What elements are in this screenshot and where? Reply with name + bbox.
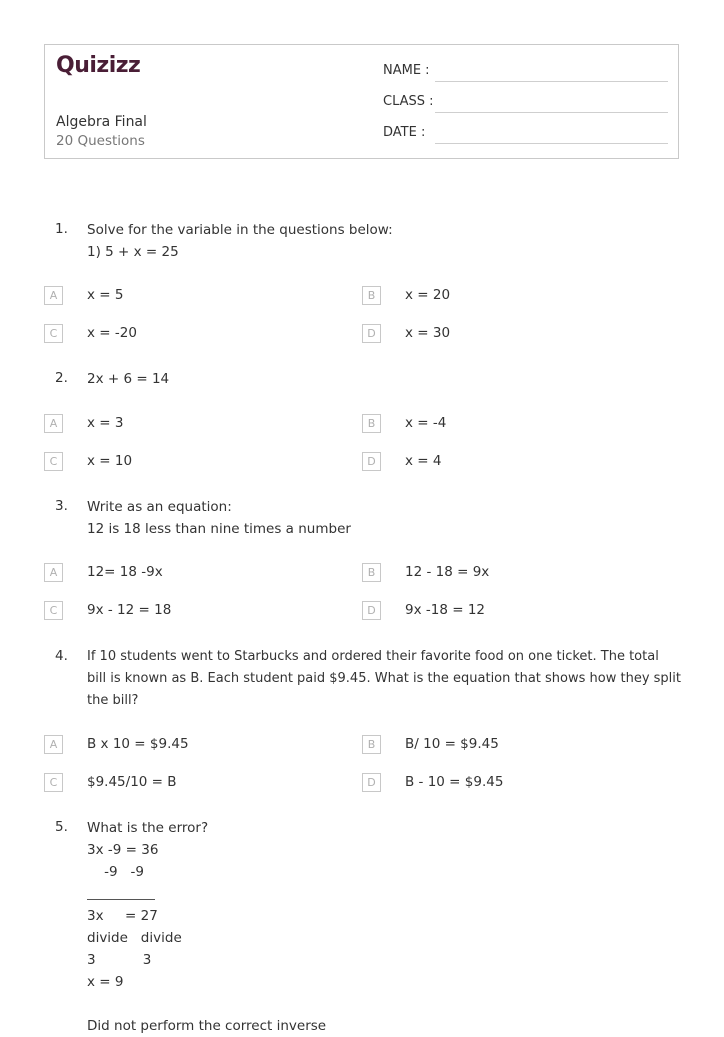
option-c-text: 9x - 12 = 18	[87, 602, 172, 618]
quizizz-logo: Quizizz	[56, 53, 141, 78]
option-d-text: x = 4	[405, 453, 442, 469]
option-d-text: x = 30	[405, 325, 451, 341]
option-a-text: x = 3	[87, 415, 124, 431]
question-text	[87, 496, 687, 540]
question-line: What is the error?	[87, 820, 209, 836]
option-c-box[interactable]: C	[44, 324, 63, 343]
option-b-box[interactable]: B	[362, 414, 381, 433]
option-b-box[interactable]: B	[362, 735, 381, 754]
option-d-box[interactable]: D	[362, 773, 381, 792]
question-line: 3x = 27	[87, 908, 158, 924]
worksheet-header	[44, 44, 679, 159]
option-c-box[interactable]: C	[44, 773, 63, 792]
question-line: Solve for the variable in the questions below:	[87, 222, 393, 238]
option-b-box[interactable]: B	[362, 286, 381, 305]
question-number: 4.	[55, 648, 68, 664]
class-line[interactable]	[435, 112, 668, 113]
question-text	[87, 817, 687, 1037]
option-b-text: B/ 10 = $9.45	[405, 736, 499, 752]
name-line[interactable]	[435, 81, 668, 82]
option-a-text: 12= 18 -9x	[87, 564, 163, 580]
question-line: 2x + 6 = 14	[87, 371, 170, 387]
option-b-text: x = -4	[405, 415, 447, 431]
option-c-text: x = -20	[87, 325, 137, 341]
question-line: Did not perform the correct inverse	[87, 1018, 327, 1034]
option-c-text: x = 10	[87, 453, 133, 469]
question-line	[87, 883, 687, 905]
question-line: 12 is 18 less than nine times a number	[87, 521, 351, 537]
option-a-box[interactable]: A	[44, 286, 63, 305]
option-d-box[interactable]: D	[362, 452, 381, 471]
option-a-text: x = 5	[87, 287, 124, 303]
question-text	[87, 368, 687, 390]
question-line: -9 -9	[87, 864, 144, 880]
question-line: 3 3	[87, 952, 152, 968]
question-line: 1) 5 + x = 25	[87, 244, 179, 260]
option-a-box[interactable]: A	[44, 414, 63, 433]
question-number: 1.	[55, 221, 68, 237]
question-line: x = 9	[87, 974, 124, 990]
option-c-text: $9.45/10 = B	[87, 774, 177, 790]
question-line: divide divide	[87, 930, 182, 946]
question-number: 5.	[55, 819, 68, 835]
option-d-box[interactable]: D	[362, 601, 381, 620]
date-line[interactable]	[435, 143, 668, 144]
option-c-box[interactable]: C	[44, 601, 63, 620]
question-line: 3x -9 = 36	[87, 842, 159, 858]
option-d-box[interactable]: D	[362, 324, 381, 343]
question-count: 20 Questions	[56, 133, 145, 149]
question-line: If 10 students went to Starbucks and ordered their favorite food on one ticket. The total bill is known as B. Each student paid $9.45. What is the equation that shows how they split the bill?	[87, 649, 682, 708]
option-b-box[interactable]: B	[362, 563, 381, 582]
question-number: 2.	[55, 370, 68, 386]
question-line	[87, 993, 687, 1015]
worksheet-title: Algebra Final	[56, 114, 147, 130]
option-a-text: B x 10 = $9.45	[87, 736, 189, 752]
option-d-text: 9x -18 = 12	[405, 602, 485, 618]
option-b-text: x = 20	[405, 287, 451, 303]
name-label: NAME :	[383, 63, 430, 78]
option-b-text: 12 - 18 = 9x	[405, 564, 490, 580]
question-text	[87, 646, 681, 712]
option-d-text: B - 10 = $9.45	[405, 774, 504, 790]
question-number: 3.	[55, 498, 68, 514]
option-a-box[interactable]: A	[44, 563, 63, 582]
option-c-box[interactable]: C	[44, 452, 63, 471]
question-text	[87, 219, 687, 263]
class-label: CLASS :	[383, 94, 434, 109]
question-line: Write as an equation:	[87, 499, 232, 515]
subtraction-rule	[87, 899, 155, 900]
date-label: DATE :	[383, 125, 426, 140]
option-a-box[interactable]: A	[44, 735, 63, 754]
